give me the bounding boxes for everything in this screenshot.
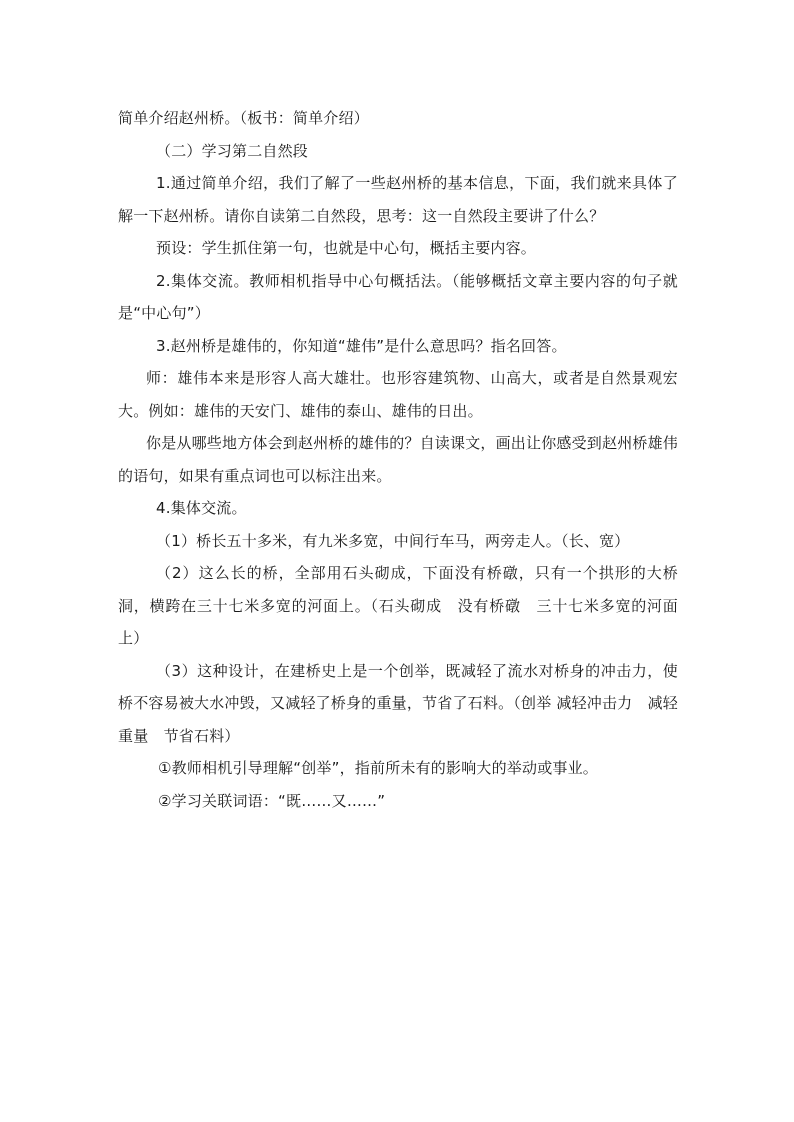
paragraph-intro-summary: 简单介绍赵州桥。（板书：简单介绍） (118, 109, 369, 127)
paragraph-step-1: 1.通过简单介绍，我们了解了一些赵州桥的基本信息，下面，我们就来具体了解一下赵州桥。请你自读第二自然段，思考：这一自然段主要讲了什么？ (118, 174, 678, 225)
section-heading-second-paragraph: （二）学习第二自然段 (156, 141, 309, 160)
paragraph-reading-task: 你是从哪些地方体会到赵州桥的雄伟的？自读课文，画出让你感受到赵州桥雄伟的语句，如果有重点词也可以标注出来。 (118, 434, 679, 485)
paragraph-teacher-explanation: 师：雄伟本来是形容人高大雄壮。也形容建筑物、山高大，或者是自然景观宏大。例如：雄伟的天安门、雄伟的泰山、雄伟的日出。 (118, 369, 678, 420)
list-item-sub-1: ①教师相机引导理解“创举”，指前所未有的影响大的举动或事业。 (158, 759, 598, 777)
paragraph-step-4: 4.集体交流。 (156, 499, 247, 517)
list-item-point-1: （1）桥长五十多米，有九米多宽，中间行车马，两旁走人。（长、宽） (156, 531, 630, 550)
paragraph-preset: 预设：学生抓住第一句，也就是中心句，概括主要内容。 (156, 239, 537, 257)
paragraph-step-3: 3.赵州桥是雄伟的，你知道“雄伟”是什么意思吗？指名回答。 (156, 336, 567, 355)
list-item-sub-2: ②学习关联词语：“既……又……” (158, 791, 386, 810)
paragraph-step-2: 2.集体交流。教师相机指导中心句概括法。（能够概括文章主要内容的句子就是“中心句”） (118, 271, 678, 322)
list-item-point-2: （2）这么长的桥，全部用石头砌成，下面没有桥礅，只有一个拱形的大桥洞，横跨在三十七米多宽的河面上。（石头砌成 没有桥礅 三十七米多宽的河面上） (118, 564, 678, 647)
list-item-point-3: （3）这种设计，在建桥史上是一个创举，既减轻了流水对桥身的冲击力，使桥不容易被大水冲毁，又减轻了桥身的重量，节省了石料。（创举 减轻冲击力 减轻重量 节省石料） (118, 661, 678, 745)
document-body (118, 102, 678, 817)
